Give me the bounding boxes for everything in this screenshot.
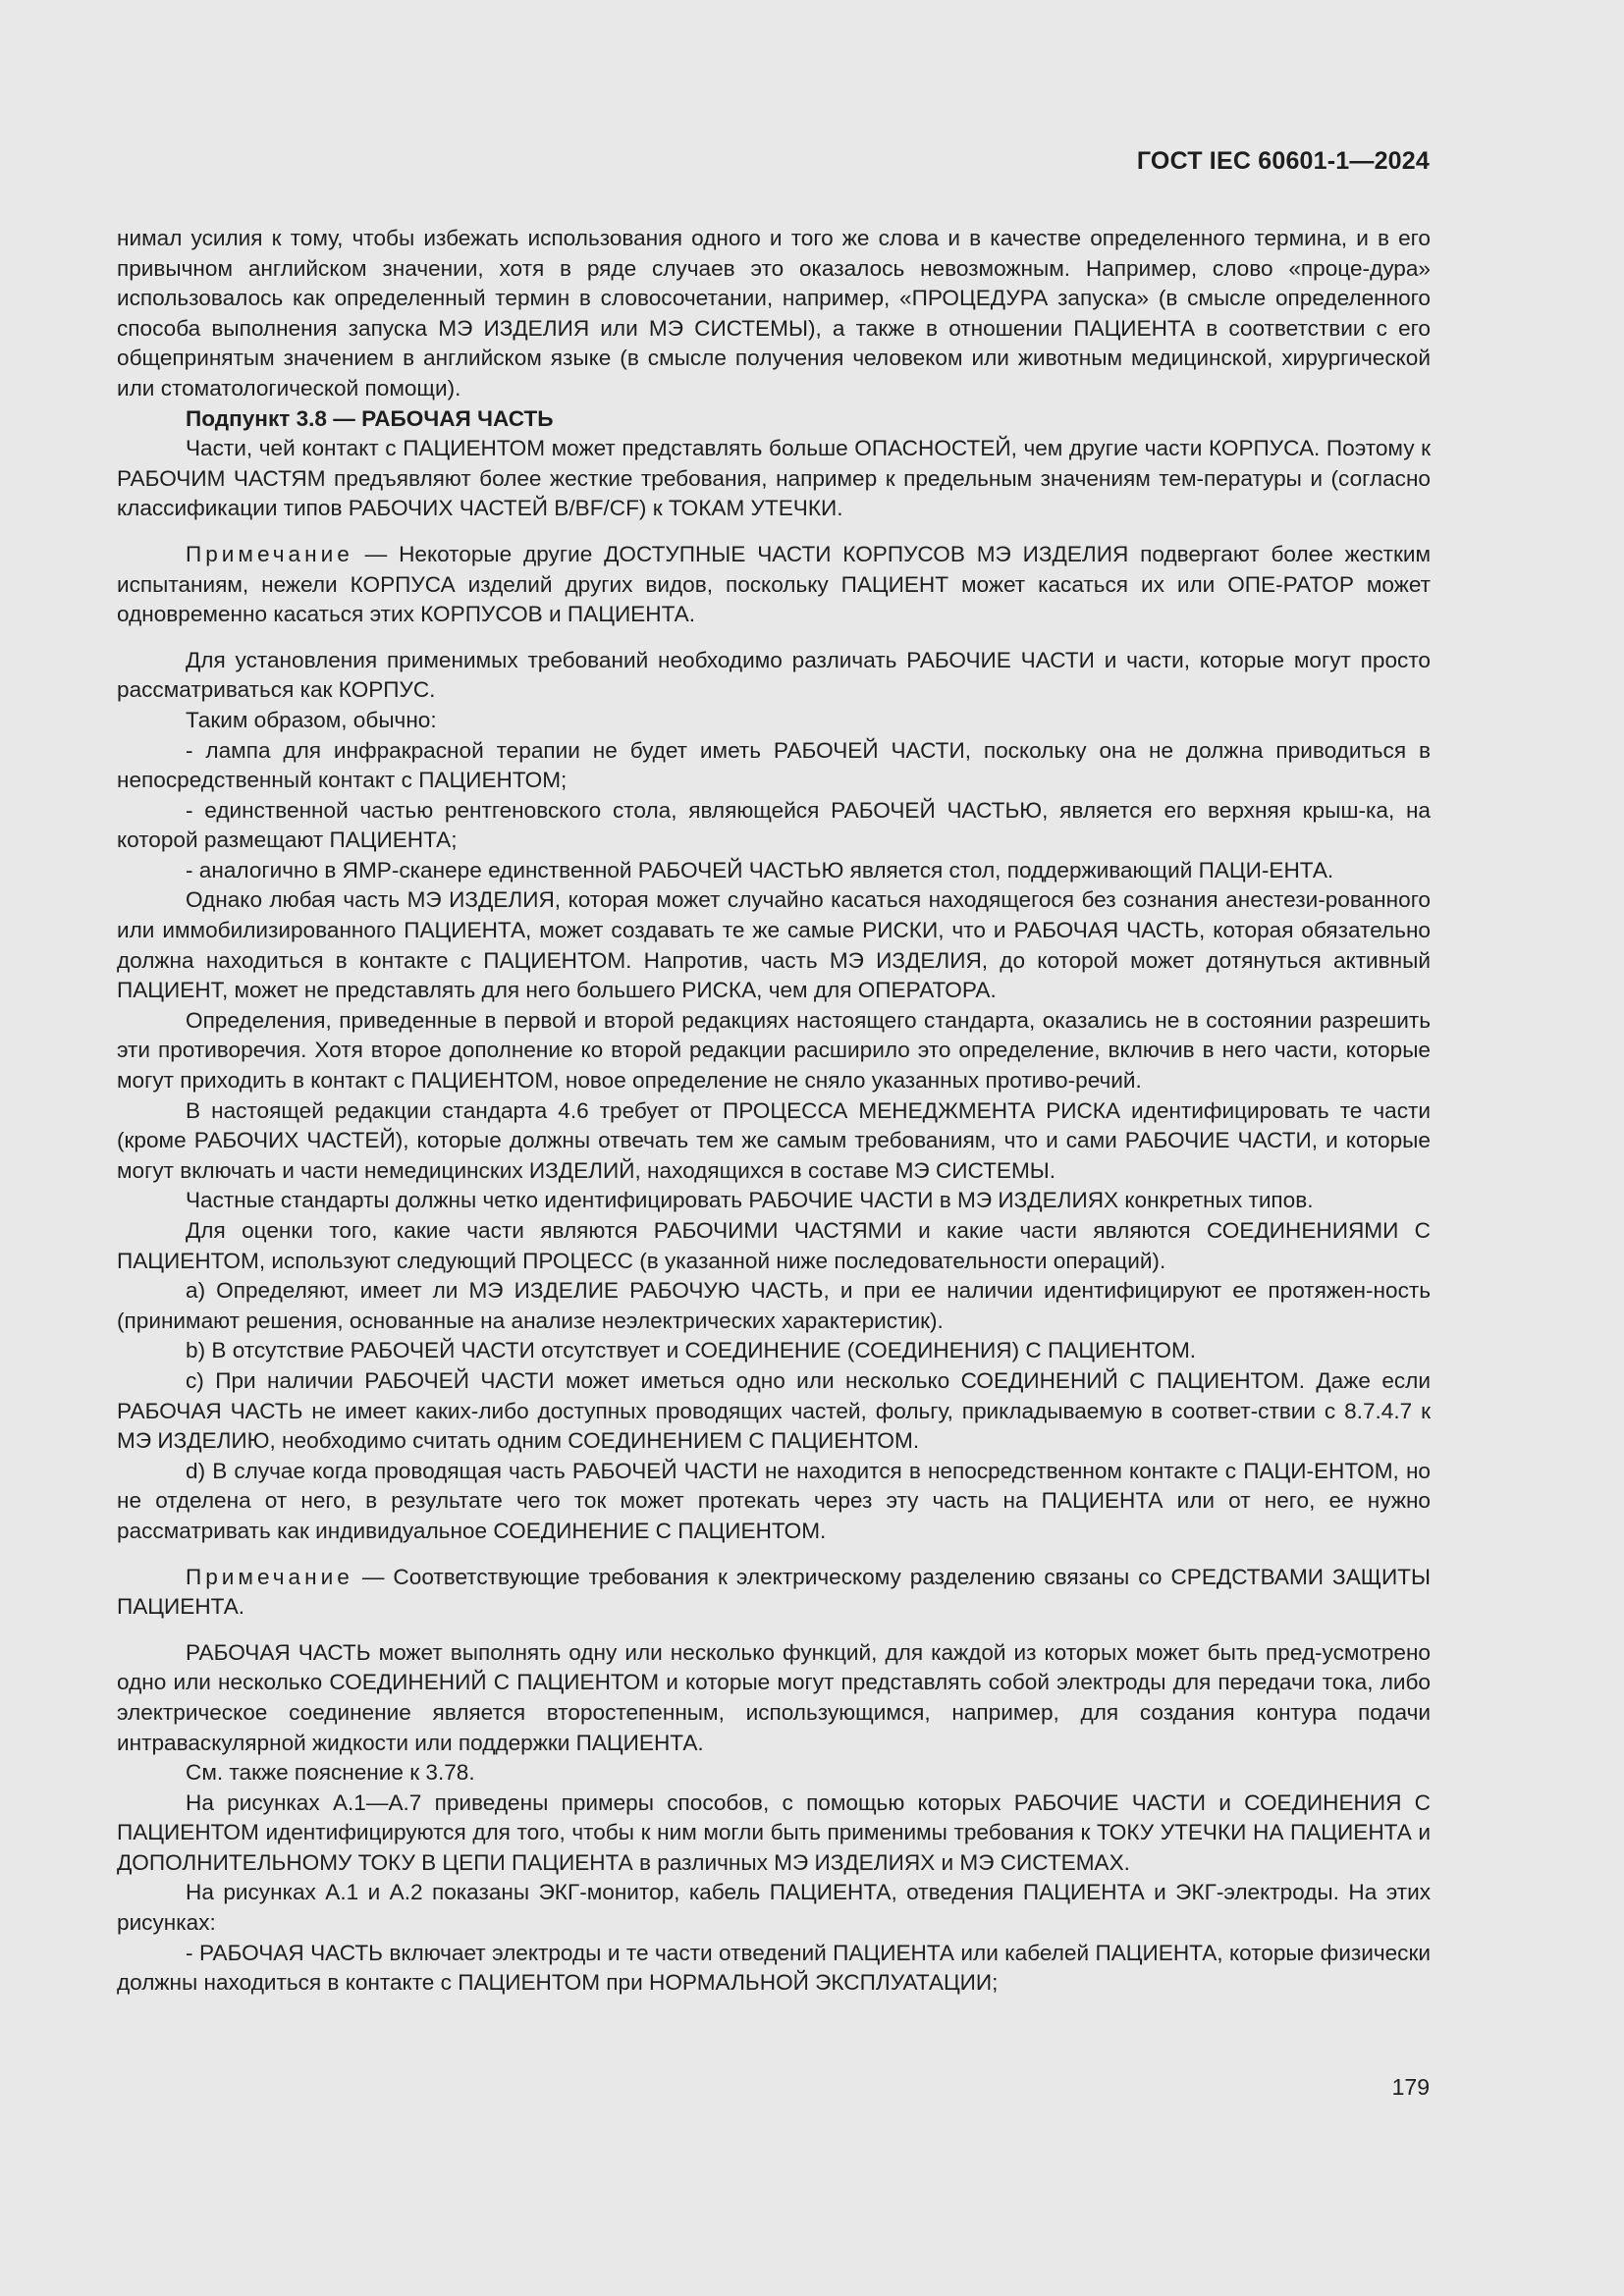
note-label: Примечание xyxy=(186,1564,353,1589)
note-text: — Некоторые другие ДОСТУПНЫЕ ЧАСТИ КОРПУСОВ МЭ ИЗДЕЛИЯ подвергают более жестким испытаниям, нежели КОРПУСА изделий других видов, поскольку ПАЦИЕНТ может касаться их или ОПЕ-РАТОР может одновременно касаться этих КОРПУСОВ и ПАЦИЕНТА. xyxy=(117,541,1432,627)
paragraph: нимал усилия к тому, чтобы избежать использования одного и того же слова и в качестве определенного термина, и в его привычном английском значении, хотя в ряде случаев это оказалось невозможным. Например, слово «проце-дура» использовалось как определенный термин в словосочетании, например, «ПРОЦЕДУРА запуска» (в смысле определенного способа выполнения запуска МЭ ИЗДЕЛИЯ или МЭ СИСТЕМЫ), а также в отношении ПАЦИЕНТА в соответствии с его общепринятым значением в английском языке (в смысле получения человеком или животным медицинской, хирургической или стоматологической помощи). xyxy=(117,226,1431,400)
paragraph: На рисунках А.1—А.7 приведены примеры способов, с помощью которых РАБОЧИЕ ЧАСТИ и СОЕДИНЕНИЯ С ПАЦИЕНТОМ идентифицируются для того, чтобы к ним могли быть применимы требования к ТОКУ УТЕЧКИ НА ПАЦИЕНТА и ДОПОЛНИТЕЛЬНОМУ ТОКУ В ЦЕПИ ПАЦИЕНТА в различных МЭ ИЗДЕЛИЯХ и МЭ СИСТЕМАХ. xyxy=(117,1789,1431,1875)
document-header: ГОСТ IEC 60601-1—2024 xyxy=(1136,147,1430,175)
list-item: - лампа для инфракрасной терапии не будет иметь РАБОЧЕЙ ЧАСТИ, поскольку она не должна приводиться в непосредственный контакт с ПАЦИЕНТОМ; xyxy=(117,737,1431,793)
note xyxy=(117,540,1431,630)
paragraph: Таким образом, обычно: xyxy=(186,707,437,732)
paragraph: РАБОЧАЯ ЧАСТЬ может выполнять одну или несколько функций, для каждой из которых может быть пред-усмотрено одно или несколько СОЕДИНЕНИЙ С ПАЦИЕНТОМ и которые могут представлять собой электроды для передачи тока, либо электрическое соединение является второстепенным, использующимся, например, для создания контура подачи интраваскулярной жидкости или поддержки ПАЦИЕНТА. xyxy=(117,1639,1431,1755)
list-item: b) В отсутствие РАБОЧЕЙ ЧАСТИ отсутствует и СОЕДИНЕНИЕ (СОЕДИНЕНИЯ) С ПАЦИЕНТОМ. xyxy=(186,1338,1197,1363)
paragraph: См. также пояснение к 3.78. xyxy=(186,1760,475,1786)
page-body xyxy=(117,224,1431,1999)
note xyxy=(117,1563,1431,1623)
page-number: 179 xyxy=(1391,2074,1430,2100)
paragraph: Определения, приведенные в первой и второй редакциях настоящего стандарта, оказались не в состоянии разрешить эти противоречия. Хотя второе дополнение ко второй редакции расширило это определение, включив в него части, которые могут приходить в контакт с ПАЦИЕНТОМ, новое определение не сняло указанных противо-речий. xyxy=(117,1007,1431,1094)
list-item: - РАБОЧАЯ ЧАСТЬ включает электроды и те части отведений ПАЦИЕНТА или кабелей ПАЦИЕНТА, которые физически должны находиться в контакте с ПАЦИЕНТОМ при НОРМАЛЬНОЙ ЭКСПЛУАТАЦИИ; xyxy=(117,1940,1431,1996)
paragraph: Для оценки того, какие части являются РАБОЧИМИ ЧАСТЯМИ и какие части являются СОЕДИНЕНИЯМИ С ПАЦИЕНТОМ, используют следующий ПРОЦЕСС (в указанной ниже последовательности операций). xyxy=(117,1218,1431,1273)
list-item: - единственной частью рентгеновского стола, являющейся РАБОЧЕЙ ЧАСТЬЮ, является его верхняя крыш-ка, на которой размещают ПАЦИЕНТА; xyxy=(117,797,1431,853)
list-item: a) Определяют, имеет ли МЭ ИЗДЕЛИЕ РАБОЧУЮ ЧАСТЬ, и при ее наличии идентифицируют ее протяжен-ность (принимают решения, основанные на анализе неэлектрических характеристик). xyxy=(117,1278,1431,1333)
list-item: - аналогично в ЯМР-сканере единственной РАБОЧЕЙ ЧАСТЬЮ является стол, поддерживающий ПАЦИ-ЕНТА. xyxy=(186,857,1334,882)
paragraph: Однако любая часть МЭ ИЗДЕЛИЯ, которая может случайно касаться находящегося без сознания анестези-рованного или иммобилизированного ПАЦИЕНТА, может создавать те же самые РИСКИ, что и РАБОЧАЯ ЧАСТЬ, которая обязательно должна находиться в контакте с ПАЦИЕНТОМ. Напротив, часть МЭ ИЗДЕЛИЯ, до которой может дотянуться активный ПАЦИЕНТ, может не представлять для него большего РИСКА, чем для ОПЕРАТОРА. xyxy=(117,887,1431,1003)
note-label: Примечание xyxy=(186,541,353,566)
paragraph: Для установления применимых требований необходимо различать РАБОЧИЕ ЧАСТИ и части, которые могут просто рассматриваться как КОРПУС. xyxy=(117,647,1431,703)
note-text: — Соответствующие требования к электрическому разделению связаны со СРЕДСТВАМИ ЗАЩИТЫ ПАЦИЕНТА. xyxy=(117,1564,1431,1620)
paragraph: Частные стандарты должны четко идентифицировать РАБОЧИЕ ЧАСТИ в МЭ ИЗДЕЛИЯХ конкретных типов. xyxy=(186,1188,1314,1213)
list-item: d) В случае когда проводящая часть РАБОЧЕЙ ЧАСТИ не находится в непосредственном контакте с ПАЦИ-ЕНТОМ, но не отделена от него, в результате чего ток может протекать через эту часть на ПАЦИЕНТА или от него, ее нужно рассматривать как индивидуальное СОЕДИНЕНИЕ С ПАЦИЕНТОМ. xyxy=(117,1458,1431,1543)
paragraph: На рисунках А.1 и А.2 показаны ЭКГ-монитор, кабель ПАЦИЕНТА, отведения ПАЦИЕНТА и ЭКГ-электроды. На этих рисунках: xyxy=(117,1880,1431,1936)
paragraph: Части, чей контакт с ПАЦИЕНТОМ может представлять больше ОПАСНОСТЕЙ, чем другие части КОРПУСА. Поэтому к РАБОЧИМ ЧАСТЯМ предъявляют более жесткие требования, например к предельным значениям тем-пературы и (согласно классификации типов РАБОЧИХ ЧАСТЕЙ B/BF/CF) к ТОКАМ УТЕЧКИ. xyxy=(117,436,1431,521)
list-item: c) При наличии РАБОЧЕЙ ЧАСТИ может иметься одно или несколько СОЕДИНЕНИЙ С ПАЦИЕНТОМ. Даже если РАБОЧАЯ ЧАСТЬ не имеет каких-либо доступных проводящих частей, фольгу, прикладываемую в соответ-ствии с 8.7.4.7 к МЭ ИЗДЕЛИЮ, необходимо считать одним СОЕДИНЕНИЕМ С ПАЦИЕНТОМ. xyxy=(117,1367,1431,1454)
paragraph: В настоящей редакции стандарта 4.6 требует от ПРОЦЕССА МЕНЕДЖМЕНТА РИСКА идентифицировать те части (кроме РАБОЧИХ ЧАСТЕЙ), которые должны отвечать тем же самым требованиям, что и сами РАБОЧИЕ ЧАСТИ, и которые могут включать и части немедицинских ИЗДЕЛИЙ, находящихся в составе МЭ СИСТЕМЫ. xyxy=(117,1097,1431,1183)
section-heading: Подпункт 3.8 — РАБОЧАЯ ЧАСТЬ xyxy=(186,405,554,431)
